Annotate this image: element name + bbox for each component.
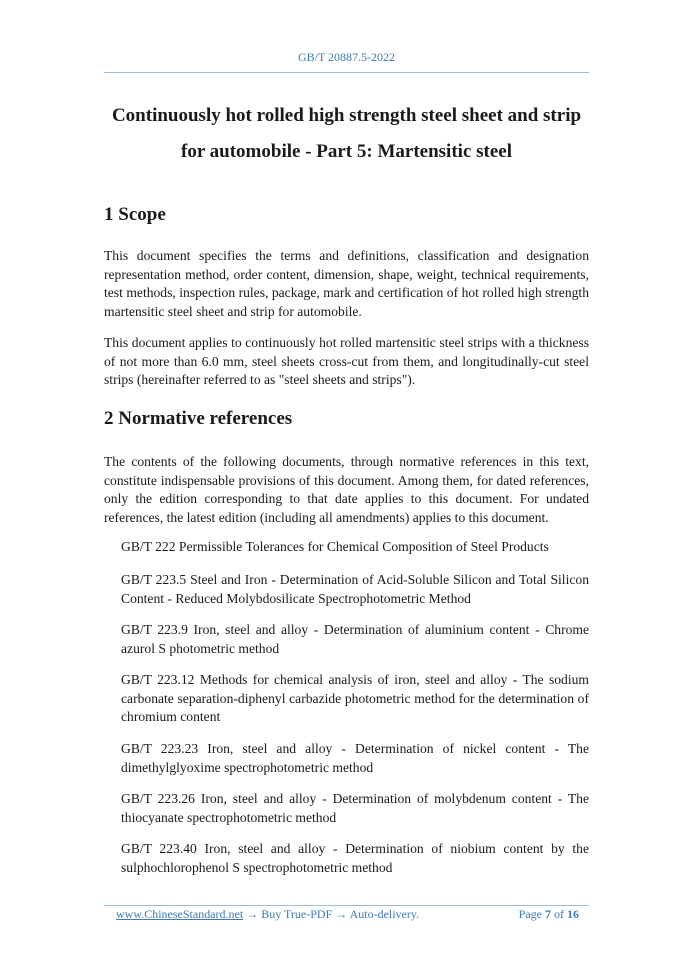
reference-item: GB/T 222 Permissible Tolerances for Chemical Composition of Steel Products [121, 539, 549, 554]
normative-references-intro: The contents of the following documents, through normative references in this text, constitute indispensable provisions of this document. Among them, for dated references, only the edition corresponding to that date applies to this document. For undated references, the latest edition (including all amendments) applies to this document. [104, 454, 589, 526]
reference-item: GB/T 223.26 Iron, steel and alloy - Determination of molybdenum content - The thiocyanate spectrophotometric method [121, 791, 589, 825]
doc-code-header: GB/T 20887.5-2022 [297, 50, 396, 64]
footer-promo [116, 907, 419, 922]
reference-item: GB/T 223.12 Methods for chemical analysis of iron, steel and alloy - The sodium carbonate separation-diphenyl carbazide photometric method for the determination of chromium content [121, 672, 589, 725]
reference-item: GB/T 223.5 Steel and Iron - Determination of Acid-Soluble Silicon and Total Silicon Content - Reduced Molybdosilicate Spectrophotometric Method [121, 572, 589, 606]
section-heading-scope: 1 Scope [104, 204, 166, 225]
document-title [90, 98, 603, 170]
page-label: Page [518, 907, 542, 921]
reference-item: GB/T 223.23 Iron, steel and alloy - Determination of nickel content - The dimethylglyoxime spectrophotometric method [121, 741, 589, 775]
title-line-1: Continuously hot rolled high strength steel sheet and strip [111, 105, 582, 126]
header-divider [104, 72, 589, 73]
page-indicator [519, 907, 579, 922]
of-label: of [554, 907, 564, 921]
page-footer [116, 907, 579, 922]
footer-tagline: → Buy True-PDF → Auto-delivery. [246, 907, 420, 921]
section-heading-normative-references: 2 Normative references [104, 408, 293, 429]
scope-paragraph-1: This document specifies the terms and definitions, classification and designation representation method, order content, dimension, shape, weight, technical requirements, test methods, inspection rules, package, mark and certification of hot rolled high strength martensitic steel sheet and strip for automobile. [104, 248, 589, 320]
website-link[interactable]: www.ChineseStandard.net [116, 907, 244, 921]
reference-item: GB/T 223.9 Iron, steel and alloy - Determination of aluminium content - Chrome azurol S photometric method [121, 622, 589, 656]
scope-paragraph-2: This document applies to continuously hot rolled martensitic steel strips with a thickness of not more than 6.0 mm, steel sheets cross-cut from them, and longitudinally-cut steel strips (hereinafter referred to as "steel sheets and strips"). [104, 335, 589, 388]
title-line-2: for automobile - Part 5: Martensitic steel [181, 141, 512, 162]
total-pages-number: 16 [567, 907, 579, 921]
current-page-number: 7 [545, 907, 551, 921]
footer-divider [104, 905, 589, 906]
reference-item: GB/T 223.40 Iron, steel and alloy - Determination of niobium content by the sulphochlorophenol S spectrophotometric method [121, 841, 589, 875]
